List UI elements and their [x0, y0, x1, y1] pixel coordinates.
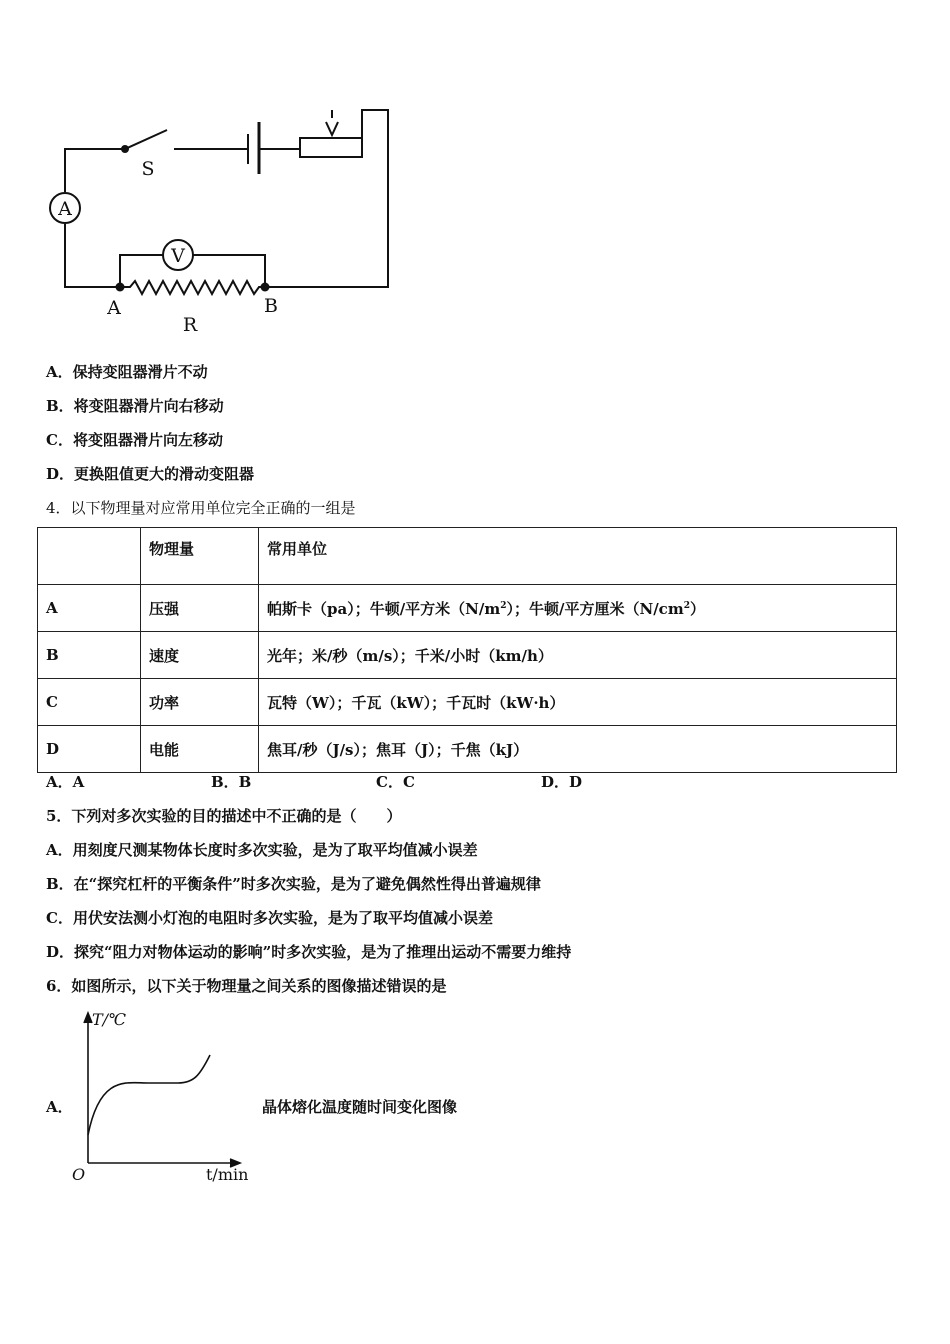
superscript: 2	[500, 600, 507, 611]
header-cell-blank	[38, 528, 141, 585]
resistor-label: R	[182, 314, 198, 336]
table-row	[38, 632, 897, 679]
row-units: 瓦特（W）；千瓦（kW）；千瓦时（kW·h）	[259, 679, 897, 726]
melting-curve	[88, 1055, 210, 1135]
q3-option-a: A．保持变阻器滑片不动	[46, 363, 208, 381]
row-quantity: 速度	[141, 632, 259, 679]
header-cell-units: 常用单位	[259, 528, 897, 585]
q6-stem: 6．如图所示，以下关于物理量之间关系的图像描述错误的是	[46, 977, 447, 995]
q3-option-b: B．将变阻器滑片向右移动	[46, 397, 224, 415]
voltmeter-label: V	[171, 245, 185, 267]
q4-option-d: D．D	[541, 773, 583, 791]
table-row	[38, 679, 897, 726]
table-row	[38, 585, 897, 632]
row-quantity: 功率	[141, 679, 259, 726]
row-units	[259, 585, 897, 632]
row-quantity: 压强	[141, 585, 259, 632]
row-units: 光年；米/秒（m/s）；千米/小时（km/h）	[259, 632, 897, 679]
q5-option-d: D．探究“阻力对物体运动的影响”时多次实验，是为了推理出运动不需要力维持	[46, 943, 572, 961]
q4-option-b: B．B	[211, 773, 252, 791]
row-label: B	[38, 632, 141, 679]
q6-option-a-label: A．	[46, 1098, 73, 1116]
q4-option-a: A．A	[46, 773, 85, 791]
q5-stem: 5．下列对多次实验的目的描述中不正确的是（ ）	[46, 807, 402, 825]
row-units-part: 帕斯卡（pa）；牛顿/平方米（N/m	[267, 599, 501, 618]
q4-option-c: C．C	[376, 773, 415, 791]
origin-label: O	[72, 1165, 86, 1184]
row-units-part: ）；牛顿/平方厘米（N/cm	[506, 599, 684, 618]
table-header-row	[38, 528, 897, 585]
ammeter-label: A	[58, 198, 72, 220]
melting-graph	[66, 1005, 266, 1190]
row-units-part: ）	[689, 599, 705, 618]
units-table	[37, 527, 897, 773]
row-units: 焦耳/秒（J/s）；焦耳（J）；千焦（kJ）	[259, 726, 897, 773]
y-axis-label: T/℃	[92, 1010, 126, 1029]
table-row	[38, 726, 897, 773]
q5-option-c: C．用伏安法测小灯泡的电阻时多次实验，是为了取平均值减小误差	[46, 909, 493, 927]
q3-option-d: D．更换阻值更大的滑动变阻器	[46, 465, 255, 483]
header-cell-quantity: 物理量	[141, 528, 259, 585]
superscript: 2	[683, 600, 690, 611]
row-label: D	[38, 726, 141, 773]
row-label: A	[38, 585, 141, 632]
q3-option-c: C．将变阻器滑片向左移动	[46, 431, 223, 449]
row-label: C	[38, 679, 141, 726]
switch-label: S	[141, 158, 155, 180]
circuit-diagram	[40, 100, 410, 340]
row-quantity: 电能	[141, 726, 259, 773]
q5-option-a: A．用刻度尺测某物体长度时多次实验，是为了取平均值减小误差	[46, 841, 478, 859]
x-axis-label: t/min	[206, 1165, 249, 1184]
q4-stem: 4．以下物理量对应常用单位完全正确的一组是	[46, 499, 356, 517]
node-b-label: B	[264, 295, 278, 317]
node-a-label: A	[107, 297, 121, 319]
q6-option-a-text: 晶体熔化温度随时间变化图像	[262, 1098, 458, 1116]
q5-option-b: B．在“探究杠杆的平衡条件”时多次实验，是为了避免偶然性得出普遍规律	[46, 875, 541, 893]
